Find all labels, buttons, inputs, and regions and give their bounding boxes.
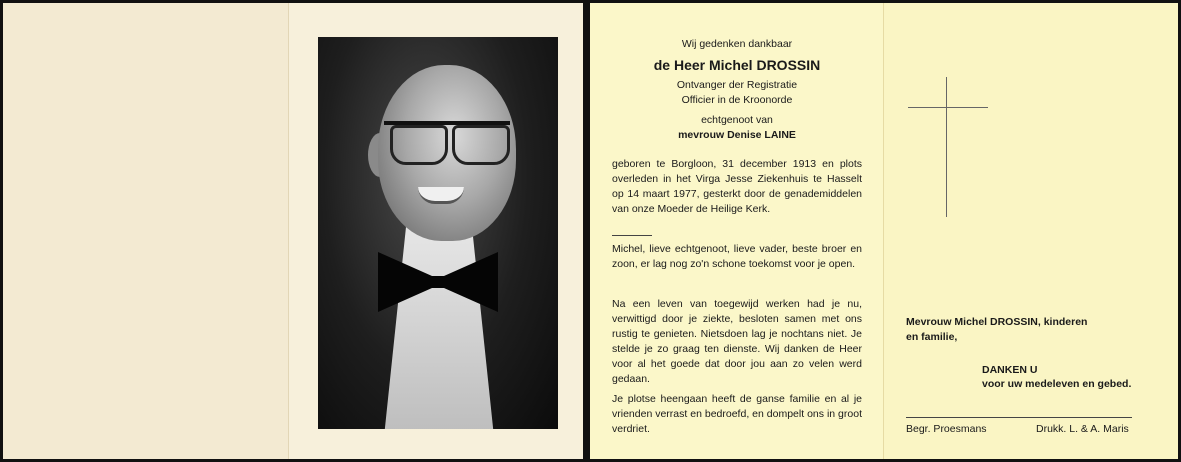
cross-icon-bar — [908, 107, 988, 108]
photo-panel — [289, 3, 583, 459]
back-panel — [884, 3, 1178, 459]
cross-icon — [946, 77, 947, 217]
blank-left-panel — [3, 3, 289, 459]
paragraph-3: Je plotse heengaan heeft de ganse familie en al je vrienden verrast en bedroefd, en dompelt ons in groot verdriet. — [612, 393, 862, 435]
shirt — [384, 227, 494, 429]
deceased-name: de Heer Michel DROSSIN — [653, 57, 821, 73]
divider — [612, 235, 652, 236]
paragraph-1: Michel, lieve echtgenoot, lieve vader, beste broer en zoon, er lag nog zo'n schone toekomst voor je open. — [612, 243, 862, 270]
glasses-lens-right — [452, 125, 510, 165]
portrait-photo — [318, 37, 558, 429]
title-line-2: Officier in de Kroonorde — [681, 94, 793, 106]
title-line-1: Ontvanger der Registratie — [676, 79, 798, 91]
footer-rule — [906, 417, 1132, 418]
spouse-intro: echtgenoot van — [701, 114, 773, 126]
printer: Drukk. L. & A. Maris — [1036, 423, 1129, 435]
thanks-line-1: DANKEN U — [982, 364, 1038, 376]
undertaker: Begr. Proesmans — [906, 423, 987, 435]
glasses-lens-left — [390, 125, 448, 165]
spouse-name: mevrouw Denise LAINE — [678, 129, 796, 141]
bio-paragraph: geboren te Borgloon, 31 december 1913 en plots overleden in het Virga Jesse Ziekenhuis te Hasselt op 14 maart 1977, gesterkt door de genademiddelen van onze Moeder de Heilige Kerk. — [612, 158, 862, 215]
thanks-line-2: voor uw medeleven en gebed. — [982, 378, 1132, 390]
glasses — [384, 121, 510, 165]
family-line-1: Mevrouw Michel DROSSIN, kinderen — [906, 316, 1088, 328]
intro-line: Wij gedenken dankbaar — [681, 38, 793, 50]
paragraph-2: Na een leven van toegewijd werken had je nu, verwittigd door je ziekte, besloten samen met ons rustig te genieten. Nietsdoen lag je nochtans niet. Je stelde je zo graag ten dienste. Wij danken de Heer voor al het goede dat door jou aan zo velen werd gedaan. — [612, 298, 862, 385]
family-line-2: en familie, — [906, 331, 958, 343]
text-panel — [590, 3, 884, 459]
